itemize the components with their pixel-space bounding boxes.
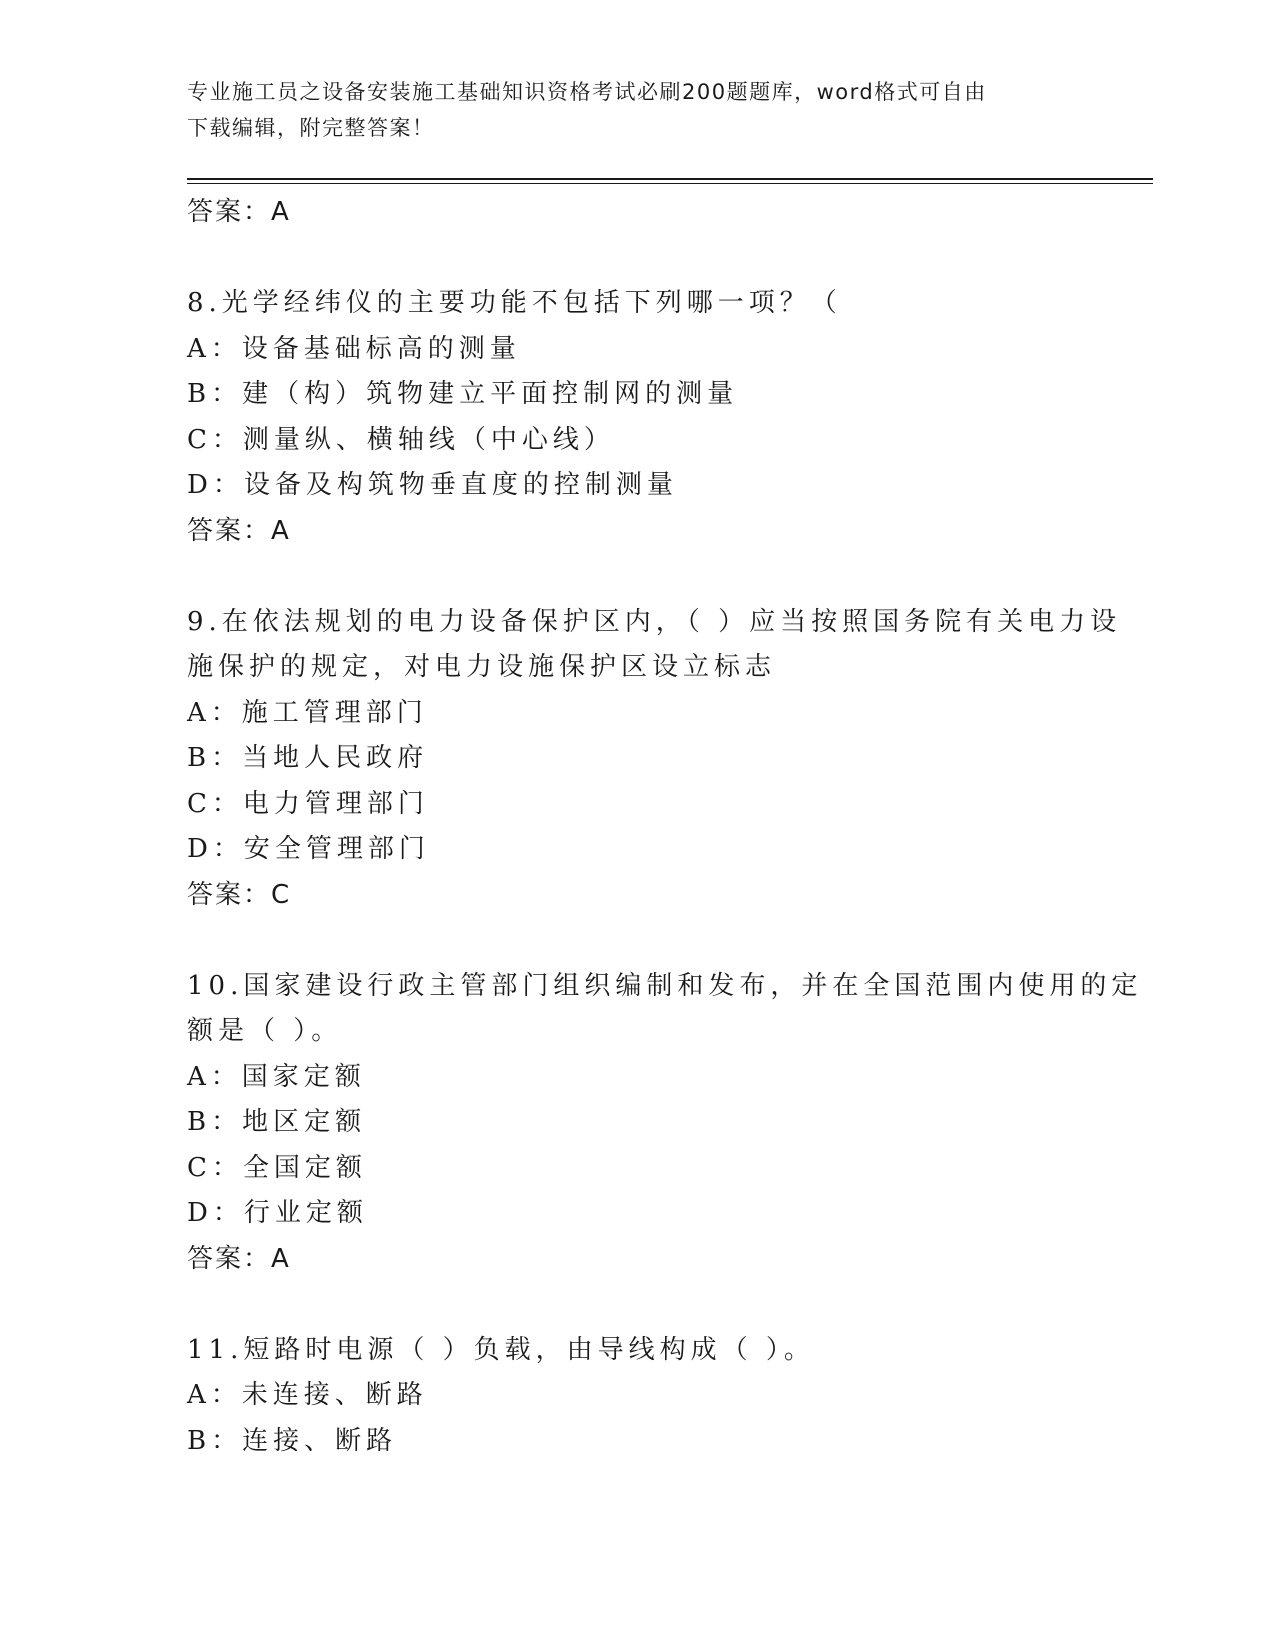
option-c: C：全国定额 — [187, 1152, 367, 1183]
answer: 答案：A — [187, 1243, 291, 1274]
header-line-2: 下载编辑，附完整答案！ — [187, 116, 435, 140]
spacer — [187, 918, 1087, 964]
document-header — [187, 74, 1067, 146]
spacer — [187, 236, 1087, 282]
question-stem: 11.短路时电源（ ）负载，由导线构成（ ）。 — [187, 1334, 815, 1365]
question-list — [187, 190, 1143, 1464]
option-d: D：设备及构筑物垂直度的控制测量 — [187, 470, 678, 500]
option-b: B：当地人民政府 — [187, 743, 429, 773]
option-a: A：施工管理部门 — [187, 697, 428, 728]
option-b: B：建（构）筑物建立平面控制网的测量 — [187, 379, 739, 409]
option-a: A：设备基础标高的测量 — [187, 333, 521, 364]
answer: 答案：C — [187, 879, 292, 910]
option-a: A：国家定额 — [187, 1061, 366, 1092]
header-divider-thick — [187, 178, 1153, 180]
question-stem-line-1: 9.在依法规划的电力设备保护区内，（ ）应当按照国务院有关电力设 — [187, 606, 1122, 637]
header-line-1: 专业施工员之设备安装施工基础知识资格考试必刷200题题库，word格式可自由 — [187, 80, 987, 104]
spacer — [187, 554, 1087, 600]
option-d: D：安全管理部门 — [187, 834, 430, 864]
option-c: C：测量纵、横轴线（中心线） — [187, 424, 615, 455]
question-stem-line-2: 额是（ ）。 — [187, 1016, 343, 1046]
option-b: B：地区定额 — [187, 1107, 367, 1137]
question-stem-line-2: 施保护的规定，对电力设施保护区设立标志 — [187, 652, 777, 682]
question-stem: 8.光学经纬仪的主要功能不包括下列哪一项？（ — [187, 288, 842, 318]
header-divider-thin — [187, 183, 1153, 184]
option-c: C：电力管理部门 — [187, 788, 429, 819]
question-11 — [187, 1328, 1087, 1465]
question-10 — [187, 964, 1143, 1283]
option-d: D：行业定额 — [187, 1198, 368, 1228]
question-9 — [187, 600, 1122, 919]
question-stem-line-1: 10.国家建设行政主管部门组织编制和发布，并在全国范围内使用的定 — [187, 970, 1143, 1001]
question-8 — [187, 281, 1087, 554]
option-a: A：未连接、断路 — [187, 1380, 428, 1410]
spacer — [187, 1282, 1087, 1328]
answer: 答案：A — [187, 515, 291, 546]
previous-answer: 答案：A — [187, 197, 291, 227]
option-b: B：连接、断路 — [187, 1425, 398, 1456]
